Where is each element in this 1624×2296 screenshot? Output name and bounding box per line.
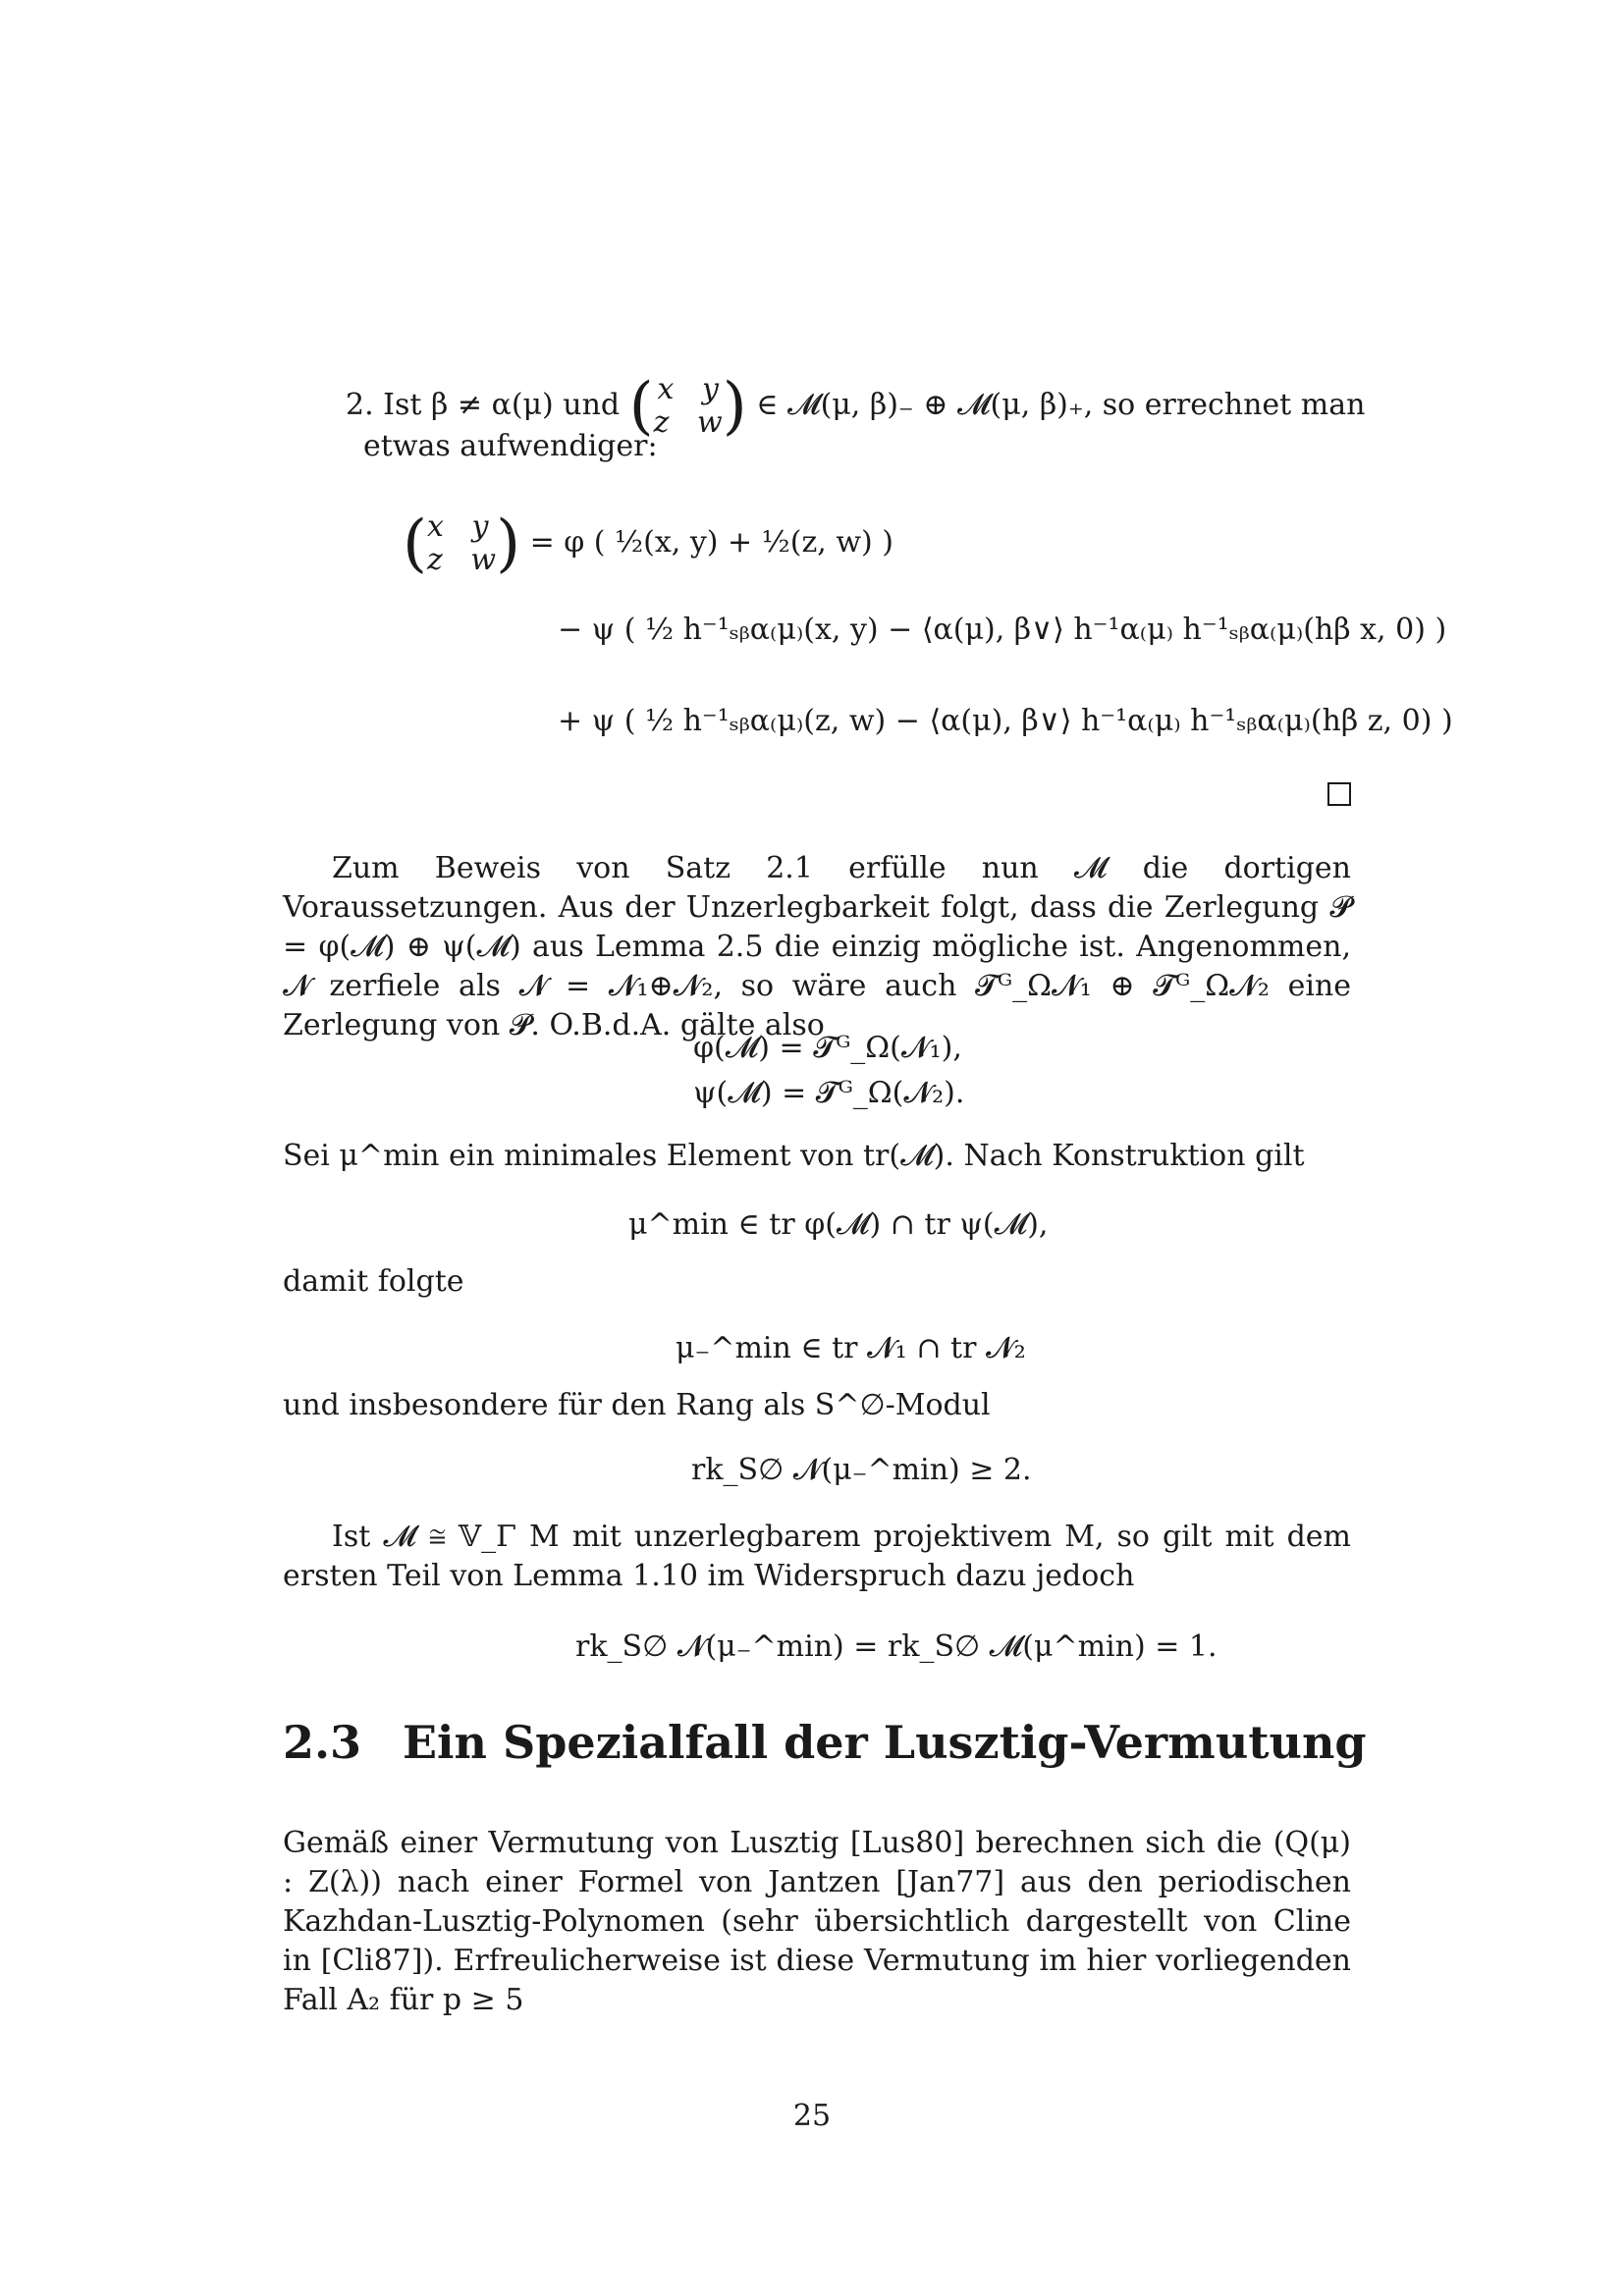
proof-paragraph-1: Zum Beweis von Satz 2.1 erfülle nun 𝓜 die dortigen Voraussetzungen. Aus der Unzerlegbarkeit folgt, dass die Zerlegung 𝓟 = φ(𝓜) ⊕ ψ(𝓜) aus Lemma 2.5 die einzig mögliche ist. Angenommen, 𝓝 zerfiele als 𝓝 = 𝓝₁⊕𝓝₂, so wäre auch 𝓣ᴳ_Ω𝓝₁ ⊕ 𝓣ᴳ_Ω𝓝₂ eine Zerlegung von 𝓟. O.B.d.A. gälte also: [283, 851, 1351, 1042]
membership-text: ∈ 𝓜(μ, β)₋ ⊕ 𝓜(μ, β)₊, so errechnet man: [756, 388, 1366, 422]
formula-line-1: (x y z w) = φ ( ½(x, y) + ½(z, w) ): [403, 507, 893, 580]
item-number: 2.: [346, 388, 374, 422]
equation-rank-eq-1: rk_S∅ 𝓝(μ₋^min) = rk_S∅ 𝓜(μ^min) = 1.: [575, 1629, 1218, 1664]
item-intro: Ist β ≠ α(μ) und: [383, 388, 621, 422]
equation-mu-min: μ^min ∈ tr φ(𝓜) ∩ tr ψ(𝓜),: [628, 1207, 1049, 1242]
section-title: Ein Spezialfall der Lusztig-Vermutung: [403, 1716, 1367, 1769]
section-number: 2.3: [283, 1716, 362, 1769]
section-paragraph: Gemäß einer Vermutung von Lusztig [Lus80] berechnen sich die (Q(μ) : Z(λ)) nach einer Formel von Jantzen [Jan77] aus den periodischen Kazhdan-Lusztig-Polynomen (sehr übersichtlich dargestellt von Cline in [Cli87]). Erfreulicherweise ist diese Vermutung im hier vorliegenden Fall A₂ für p ≥ 5: [283, 1826, 1351, 2017]
page-number: 25: [792, 2099, 832, 2133]
qed-box: [1327, 782, 1351, 806]
equation-rank-ge-2: rk_S∅ 𝓝(μ₋^min) ≥ 2.: [691, 1453, 1032, 1487]
section-heading: [283, 1716, 1367, 1769]
text-mu-min: Sei μ^min ein minimales Element von tr(𝓜). Nach Konstruktion gilt: [283, 1139, 1305, 1173]
text-damit: damit folgte: [283, 1264, 464, 1299]
item-2-continuation: etwas aufwendiger:: [363, 429, 658, 463]
equation-psi: ψ(𝓜) = 𝓣ᴳ_Ω(𝓝₂).: [693, 1076, 965, 1110]
item-2-line: 2. Ist β ≠ α(μ) und ( x y z w) ∈ 𝓜(μ, β)₋ ⊕ 𝓜(μ, β)₊, so errechnet man: [346, 370, 1366, 443]
proof-paragraph-2: Ist 𝓜 ≅ 𝕍_Γ M mit unzerlegbarem projektivem M, so gilt mit dem ersten Teil von Lemma 1.10 im Widerspruch dazu jedoch: [283, 1520, 1351, 1593]
formula-line-2: − ψ ( ½ h⁻¹ₛᵦα₍μ₎(x, y) − ⟨α(μ), β∨⟩ h⁻¹α₍μ₎ h⁻¹ₛᵦα₍μ₎(hβ x, 0) ): [558, 613, 1447, 647]
equation-phi: φ(𝓜) = 𝓣ᴳ_Ω(𝓝₁),: [693, 1031, 962, 1065]
text-rang: und insbesondere für den Rang als S^∅-Modul: [283, 1388, 991, 1422]
equation-tr-N: μ₋^min ∈ tr 𝓝₁ ∩ tr 𝓝₂: [676, 1331, 1026, 1365]
inline-matrix: x y z w: [653, 372, 723, 440]
formula-line-3: + ψ ( ½ h⁻¹ₛᵦα₍μ₎(z, w) − ⟨α(μ), β∨⟩ h⁻¹α₍μ₎ h⁻¹ₛᵦα₍μ₎(hβ z, 0) ): [558, 704, 1453, 738]
